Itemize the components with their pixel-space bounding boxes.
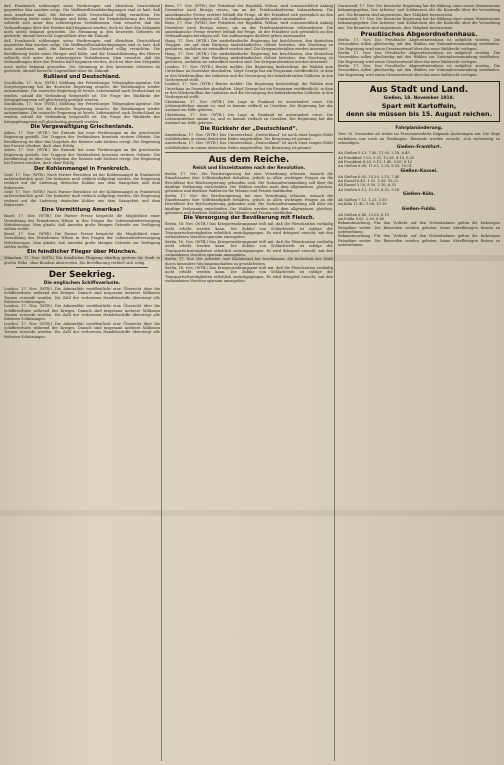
- article-text: Berlin, 17. Nov. Die Reichsregierung hat eine Verordnung erlassen, wonach die Einzelstaaten ihre Selbständigkeit behalten, jedoch in allen wichtigen Fragen an die Beschlüsse der Reichsregierung gebunden sind. Die Nationalversammlung soll über die künftige Verfassung entscheiden. Die Wahlen werden nach dem allgemeinen, gleichen, geheimen und direkten Wahlrecht für Männer und Frauen stattfinden.: [165, 172, 333, 194]
- article-text: daß Frankreich schleunigst seine Forderungen und Absichten Deutschland gegenüber klar machen möge. Die Waffenstillstandsbedingungen sind so hart, daß man annehmen muß, die Entente wolle Deutschland völlig vernichten. Die Bevölkerung leidet unter Hunger und Kälte, und die Demobilisierung des Heeres vollzieht sich unter den schwierigsten Verhältnissen. Man erwartet, daß die Verhandlungen über den Frieden bald beginnen werden, doch ist über den Zeitpunkt noch nichts bekannt geworden. Die Stimmung in den besetzten Gebieten ist gedrückt; überall herrscht Ungewißheit über die Zukunft.: [4, 4, 160, 39]
- article-headline: Der Kohlenmangel in Frankreich.: [33, 165, 131, 172]
- article-headline: Ein feindlicher Flieger über München.: [27, 249, 137, 256]
- article-headline: Fahrplanänderung.: [395, 126, 443, 132]
- article-text: London, 17. Nov. (WTB.) Die Admiralität veröffentlicht eine Übersicht über die Schiffsverluste während des Krieges. Danach sind insgesamt mehrere Millionen Tonnen versenkt worden. Die Zahl der verlorenen Handelsschiffe übersteigt alle früheren Schätzungen.: [4, 321, 160, 339]
- column-right: [338, 4, 500, 761]
- article-headline: Die Rückkehr der „Deutschland“.: [200, 125, 298, 132]
- article-text: Christiania, 17. Nov. (WTB.) Die Lage in Finnland ist unverändert ernst. Die Lebensmittelnot nimmt zu, und es kommt vielfach zu Unruhen. Die Regierung hat das Ausland um Hilfe gebeten.: [165, 112, 333, 126]
- timetable-row: Ab Gießen 7.12, 1.25, 5.50: [338, 197, 387, 202]
- article-text: Vom 20. November ab treten im Personenverkehr folgende Änderungen ein: Die Züge verkehren nur noch an Werktagen. Reisende werden ersucht, sich rechtzeitig zu erkundigen.: [338, 132, 500, 145]
- article-text: London, 17. Nov. (WTB.) Die Admiralität veröffentlicht eine Übersicht über die Schiffsverluste während des Krieges. Danach sind insgesamt mehrere Millionen Tonnen versenkt worden. Die Zahl der verlorenen Handelsschiffe übersteigt alle früheren Schätzungen.: [4, 286, 160, 304]
- column-rule: [161, 4, 162, 761]
- schedule-title: Gießen–Kassel.: [400, 168, 438, 174]
- timetable: [338, 175, 500, 192]
- article-text: Darmstadt, 17. Nov. Die hessische Regierung hat die Bildung eines neuen Ministeriums bekanntgegeben. Der Arbeiter- und Soldatenrat übt die Kontrolle über die Verwaltung aus. Die Beamten sind angewiesen, ihre Tätigkeit fortzusetzen.: [338, 17, 500, 30]
- article-text: London, 17. Nov. (WTB.) Reuter meldet: Die Regierung beabsichtigt, die Wahlen zum Unterhaus im Dezember abzuhalten. Lloyd George hat ein Programm veröffentlicht, in dem er den Wiederaufbau der Industrie und die Versorgung der heimkehrenden Soldaten in den Vordergrund stellt.: [165, 82, 333, 100]
- article-text: London, 17. Nov. (WTB.) Die Admiralität veröffentlicht eine Übersicht über die Schiffsverluste während des Krieges. Danach sind insgesamt mehrere Millionen Tonnen versenkt worden. Die Zahl der verlorenen Handelsschiffe übersteigt alle früheren Schätzungen.: [4, 304, 160, 322]
- article-text: Bekanntmachung. Für den Verkehr auf den Nebenbahnen gelten die bisherigen Fahrpläne weiter. Die Reisenden werden gebeten, keine überflüssigen Reisen zu unternehmen.: [338, 234, 500, 248]
- article-text: Athen, 17. Nov. (WTB.) Die Entente hat neue Forderungen an die griechische Regierung gestellt. Die Truppen der Verbündeten besetzen weitere Gebiete. Die Bevölkerung ist über das Vorgehen der Entente aufs höchste erregt. Die Regierung hat Protest erhoben, doch ohne Erfolg.: [4, 130, 160, 148]
- box-headline: denn sie müssen bis 15. August reichen.: [345, 110, 493, 119]
- article-subheadline: Reich und Einzelstaaten nach der Revolution.: [192, 166, 306, 171]
- article-text: Bern, 17. Nov. (WTB.) Der Präsident der Republik, Wilson, wird voraussichtlich Anfang Dezember nach Europa reisen, um an der Friedenskonferenz teilzunehmen. Die amerikanische Presse erörtert lebhaft die Frage, ob der Präsident sich persönlich an den Verhandlungen beteiligen soll. Die Auffassungen darüber gehen auseinander.: [165, 4, 333, 22]
- box-headline: Spart mit Kartoffeln,: [381, 102, 457, 111]
- article-subheadline: Die englischen Schiffsverluste.: [43, 280, 121, 286]
- article-text: Stockholm, 17. Nov. (WTB.) Meldung der Petersburger Telegraphen-Agentur: Die Sowjetregierung hat die deutsche Regierung ersucht, die Beziehungen wieder aufzunehmen. Die russische Regierung ist bereit, Lebensmittel nach Deutschland zu senden, sobald die Verbindung hergestellt ist. Die Frage der Rückkehr der Kriegsgefangenen soll gleichzeitig geregelt werden.: [4, 102, 160, 124]
- article-text: Berlin, 16. Nov. (WTB.) Das Kriegsernährungsamt teilt mit, daß die Fleischration vorläufig nicht erhöht werden kann. Die Zufuhr von Schlachtvieh ist infolge der Transportschwierigkeiten erheblich zurückgegangen. Es wird dringend ersucht, mit den vorhandenen Vorräten sparsam umzugehen.: [165, 239, 333, 257]
- article-text: Basel, 17. Nov. (WTB.) Die Pariser Presse bespricht die Möglichkeit einer Vermittlung des Präsidenten Wilson in den Fragen der Lebensmittelversorgung Mitteleuropas. Man glaubt, daß Amerika große Mengen Getreide zur Verfügung stellen werde.: [4, 231, 160, 249]
- article-text: Bekanntmachung. Für den Verkehr auf den Nebenbahnen gelten die bisherigen Fahrpläne weiter. Die Reisenden werden gebeten, keine überflüssigen Reisen zu unternehmen.: [338, 221, 500, 234]
- section-title: Aus dem Reiche.: [208, 155, 290, 165]
- column-rule: [334, 4, 335, 761]
- article-text: Bern, 17. Nov. (WTB.) Der Präsident der Republik, Wilson, wird voraussichtlich Anfang Dezember nach Europa reisen, um an der Friedenskonferenz teilzunehmen. Die amerikanische Presse erörtert lebhaft die Frage, ob der Präsident sich persönlich an den Verhandlungen beteiligen soll. Die Auffassungen darüber gehen auseinander.: [165, 21, 333, 39]
- article-text: Basel, 17. Nov. (WTB.) Die Pariser Presse bespricht die Möglichkeit einer Vermittlung des Präsidenten Wilson in den Fragen der Lebensmittelversorgung Mitteleuropas. Man glaubt, daß Amerika große Mengen Getreide zur Verfügung stellen werde.: [4, 214, 160, 232]
- article-text: Christiania, 17. Nov. (WTB.) Die Lage in Finnland ist unverändert ernst. Die Lebensmittelnot nimmt zu, und es kommt vielfach zu Unruhen. Die Regierung hat das Ausland um Hilfe gebeten.: [165, 99, 333, 113]
- article-text: Darmstadt, 17. Nov. Die hessische Regierung hat die Bildung eines neuen Ministeriums bekanntgegeben. Der Arbeiter- und Soldatenrat übt die Kontrolle über die Verwaltung aus. Die Beamten sind angewiesen, ihre Tätigkeit fortzusetzen.: [338, 4, 500, 17]
- article-text: London, 17. Nov. (WTB.) Reuter meldet: Die Regierung beabsichtigt, die Wahlen zum Unterhaus im Dezember abzuhalten. Lloyd George hat ein Programm veröffentlicht, in dem er den Wiederaufbau der Industrie und die Versorgung der heimkehrenden Soldaten in den Vordergrund stellt.: [165, 64, 333, 82]
- timetable: [338, 198, 500, 207]
- article-text: Genf, 17. Nov. (WTB.) Nach Pariser Berichten ist der Kohlenmangel in Frankreich außerordentlich groß. Die Industrie muß vielfach stillgelegt werden. Die Regierung rechnet auf die Lieferung deutscher Kohlen aus dem Saargebiet und dem Ruhrrevier.: [4, 172, 160, 190]
- article-text: Berlin, 17. Nov. Das Preußische Abgeordnetenhaus ist aufgelöst worden. Die Neuwahlen sollen gleichzeitig mit den Wahlen zur Nationalversammlung stattfinden. Die Regierung wird einen Gesetzentwurf über das neue Wahlrecht vorlegen.: [338, 51, 500, 64]
- section-title: Der Seekrieg.: [48, 269, 116, 280]
- column-left: [4, 4, 160, 761]
- timetable-row: An Kassel 8.45, 1.02, 5.58, 10.22: [338, 178, 399, 183]
- article-text: Berlin, 16. Nov. (WTB.) Das Kriegsernährungsamt teilt mit, daß die Fleischration vorläufig nicht erhöht werden kann. Die Zufuhr von Schlachtvieh ist infolge der Transportschwierigkeiten erheblich zurückgegangen. Es wird dringend ersucht, mit den vorhandenen Vorräten sparsam umzugehen.: [165, 222, 333, 240]
- timetable: [338, 213, 500, 222]
- article-headline: Die Vergewaltigung Griechenlands.: [30, 123, 134, 130]
- schedule-title: Gießen–Köln.: [402, 191, 436, 197]
- article-text: Amsterdam, 17. Nov. (WTB.) Das Unterseeboot „Deutschland“ ist nach einer langen Fahrt wohlbehalten in einem deutschen Hafen eingetroffen. Die Besatzung ist gesund.: [165, 141, 333, 150]
- article-text: Berlin, 16. Nov. (WTB.) Das Kriegsernährungsamt teilt mit, daß die Fleischration vorläufig nicht erhöht werden kann. Die Zufuhr von Schlachtvieh ist infolge der Transportschwierigkeiten erheblich zurückgegangen. Es wird dringend ersucht, mit den vorhandenen Vorräten sparsam umzugehen.: [165, 265, 333, 283]
- article-headline: Die Versorgung der Bevölkerung mit Fleisch.: [183, 215, 315, 222]
- dateline: Gießen, 18. November 1918.: [383, 96, 455, 102]
- timetable: [338, 151, 500, 168]
- article-text: Berlin, 17. Nov. Die Reichsregierung hat eine Verordnung erlassen, wonach die Einzelstaaten ihre Selbständigkeit behalten, jedoch in allen wichtigen Fragen an die Beschlüsse der Reichsregierung gebunden sind. Die Nationalversammlung soll über die künftige Verfassung entscheiden. Die Wahlen werden nach dem allgemeinen, gleichen, geheimen und direkten Wahlrecht für Männer und Frauen stattfinden.: [165, 193, 333, 216]
- article-text: Haag, 17. Nov. (WTB.) Die niederländische Regierung hat beschlossen, den deutschen Truppen, die auf dem Rückzug niederländisches Gebiet betreten, den Durchzug zu gestatten, nachdem sie entwaffnet worden sind. Die Kriegsmaterialien werden interniert.: [165, 51, 333, 65]
- timetable-row: Ab Gießen 6.05, 10.20, 3.15, 7.40: [338, 174, 400, 179]
- timetable-row: An Köln 11.40, 5.58, 10.30: [338, 202, 387, 207]
- section-title: Aus Stadt und Land.: [369, 85, 469, 96]
- timetable-row: Ab Gießen 6.48, 12.05, 6.10: [338, 212, 390, 217]
- timetable-row: Ab Frankfurt 6.20, 9.15, 1.40, 5.05, 8.12: [338, 159, 412, 164]
- article-text: Berlin, 17. Nov. Das Preußische Abgeordnetenhaus ist aufgelöst worden. Die Neuwahlen sollen gleichzeitig mit den Wahlen zur Nationalversammlung stattfinden. Die Regierung wird einen Gesetzentwurf über das neue Wahlrecht vorlegen.: [338, 64, 500, 77]
- article-headline: Preußisches Abgeordnetenhaus.: [360, 30, 478, 39]
- article-text: Amsterdam, 17. Nov. (WTB.) Das Unterseeboot „Deutschland“ ist nach einer langen Fahrt wohlbehalten in einem deutschen Hafen eingetroffen. Die Besatzung ist gesund.: [165, 132, 333, 141]
- local-news-box: [338, 81, 500, 122]
- timetable-row: An Gießen 8.12, 12.33, 4.52, 9.18: [338, 187, 400, 192]
- timetable-row: Ab Gießen 5.12, 7.40, 11.05, 2.18, 6.45: [338, 151, 410, 156]
- divider: [165, 152, 333, 153]
- article-text: München, 17. Nov. (WTB.) Ein feindliches Flugzeug überflog gestern die Stadt in großer Höhe, ohne Bomben abzuwerfen. Die Bevölkerung verhielt sich ruhig.: [4, 256, 160, 265]
- column-middle: [165, 4, 333, 761]
- schedule-title: Gießen–Frankfurt.: [396, 145, 442, 151]
- article-text: Berlin, 17. Nov. Der Arbeiter- und Soldatenrat hat beschlossen, die Sicherheit der Stadt durch besondere Wachmannschaften zu gewährleisten.: [165, 257, 333, 266]
- timetable-row: An Fulda 9.05, 2.30, 8.40: [338, 216, 385, 221]
- article-text: daß Frankreich schleunigst seine Forderungen und Absichten Deutschland gegenüber klar machen möge. Die Waffenstillstandsbedingungen sind so hart, daß man annehmen muß, die Entente wolle Deutschland völlig vernichten. Die Bevölkerung leidet unter Hunger und Kälte, und die Demobilisierung des Heeres vollzieht sich unter den schwierigsten Verhältnissen. Man erwartet, daß die Verhandlungen über den Frieden bald beginnen werden, doch ist über den Zeitpunkt noch nichts bekannt geworden. Die Stimmung in den besetzten Gebieten ist gedrückt; überall herrscht Ungewißheit über die Zukunft.: [4, 38, 160, 74]
- divider: [16, 267, 148, 268]
- timetable-row: An Gießen 8.08, 11.02, 3.30, 6.55, 10.01: [338, 164, 412, 169]
- article-text: Haag, 17. Nov. (WTB.) Die niederländische Regierung hat beschlossen, den deutschen Truppen, die auf dem Rückzug niederländisches Gebiet betreten, den Durchzug zu gestatten, nachdem sie entwaffnet worden sind. Die Kriegsmaterialien werden interniert.: [165, 38, 333, 52]
- timetable-row: Ab Kassel 5.30, 9.50, 2.10, 6.35: [338, 183, 396, 188]
- article-text: Stockholm, 17. Nov. (WTB.) Meldung der Petersburger Telegraphen-Agentur: Die Sowjetregierung hat die deutsche Regierung ersucht, die Beziehungen wieder aufzunehmen. Die russische Regierung ist bereit, Lebensmittel nach Deutschland zu senden, sobald die Verbindung hergestellt ist. Die Frage der Rückkehr der Kriegsgefangenen soll gleichzeitig geregelt werden.: [4, 80, 160, 102]
- article-text: Genf, 17. Nov. (WTB.) Nach Pariser Berichten ist der Kohlenmangel in Frankreich außerordentlich groß. Die Industrie muß vielfach stillgelegt werden. Die Regierung rechnet auf die Lieferung deutscher Kohlen aus dem Saargebiet und dem Ruhrrevier.: [4, 190, 160, 208]
- schedule-title: Gießen–Fulda.: [401, 206, 437, 212]
- article-headline: Eine Vermittlung Amerikas?: [41, 207, 123, 214]
- article-text: Athen, 17. Nov. (WTB.) Die Entente hat neue Forderungen an die griechische Regierung gestellt. Die Truppen der Verbündeten besetzen weitere Gebiete. Die Bevölkerung ist über das Vorgehen der Entente aufs höchste erregt. Die Regierung hat Protest erhoben, doch ohne Erfolg.: [4, 148, 160, 166]
- timetable-row: An Frankfurt 7.02, 9.31, 12.58, 4.10, 8.35: [338, 155, 415, 160]
- article-text: Berlin, 17. Nov. Das Preußische Abgeordnetenhaus ist aufgelöst worden. Die Neuwahlen sollen gleichzeitig mit den Wahlen zur Nationalversammlung stattfinden. Die Regierung wird einen Gesetzentwurf über das neue Wahlrecht vorlegen.: [338, 38, 500, 51]
- article-headline: Rußland und Deutschland.: [43, 73, 121, 80]
